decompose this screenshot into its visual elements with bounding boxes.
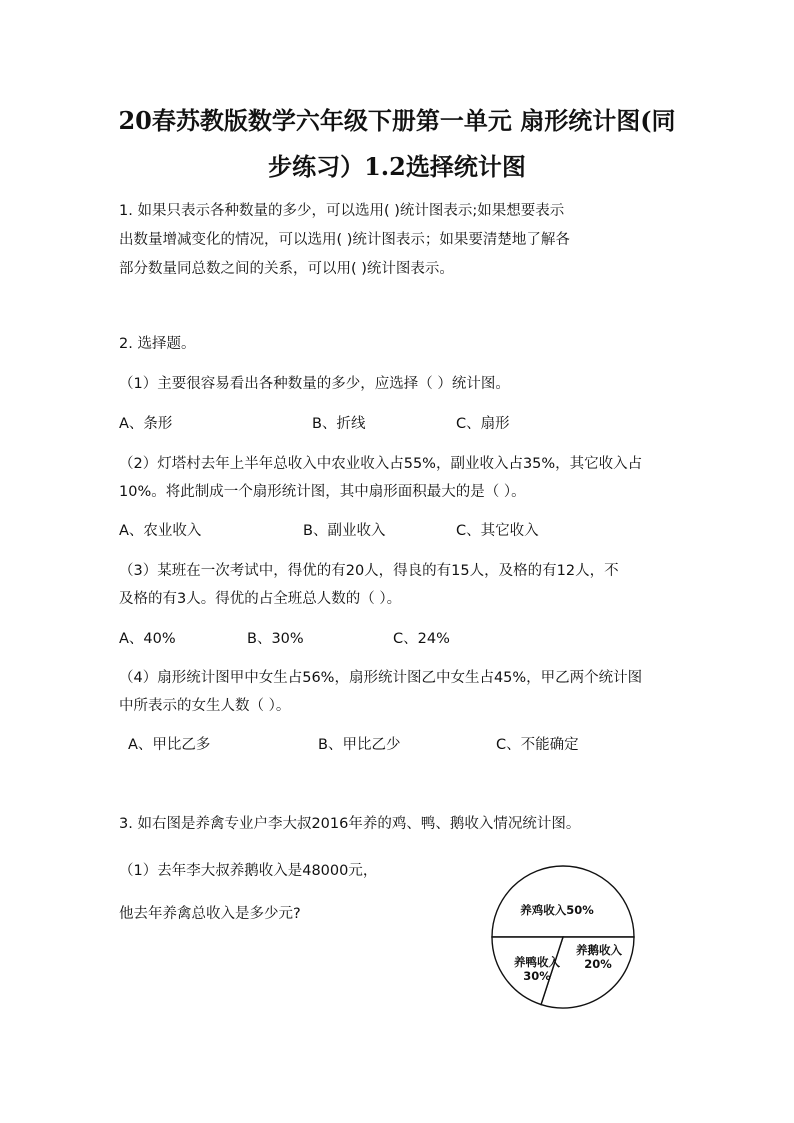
question-3-sub-2: 他去年养禽总收入是多少元?	[119, 906, 301, 922]
sub-question-1-option-c: C、扇形	[456, 416, 510, 432]
question-2-heading: 2. 选择题。	[119, 336, 196, 352]
sub-question-3-line-2: 及格的有3人。得优的占全班总人数的（ ）。	[119, 591, 402, 607]
sub-question-4-option-b: B、甲比乙少	[318, 737, 401, 753]
duck-income-percent: 30%	[523, 969, 551, 983]
sub-question-3-option-c: C、24%	[393, 631, 450, 647]
sub-question-1-option-a: A、条形	[119, 416, 173, 432]
question-1-line-2: 出数量增减变化的情况，可以选用( )统计图表示；如果要清楚地了解各	[119, 232, 570, 248]
question-3-stem: 3. 如右图是养禽专业户李大叔2016年养的鸡、鸭、鹅收入情况统计图。	[119, 816, 581, 832]
duck-income-label: 养鸭收入	[514, 955, 560, 969]
sub-question-1-option-b: B、折线	[312, 416, 366, 432]
income-pie-chart	[488, 862, 638, 1012]
sub-question-3-option-a: A、40%	[119, 631, 176, 647]
question-1-line-3: 部分数量同总数之间的关系，可以用( )统计图表示。	[119, 261, 454, 277]
sub-question-2-option-c: C、其它收入	[456, 523, 539, 539]
chicken-income-label: 养鸡收入50%	[520, 903, 594, 917]
sub-question-4-line-1: （4）扇形统计图甲中女生占56%，扇形统计图乙中女生占45%，甲乙两个统计图	[119, 670, 643, 686]
sub-question-4-option-c: C、不能确定	[496, 737, 579, 753]
sub-question-2-line-1: （2）灯塔村去年上半年总收入中农业收入占55%，副业收入占35%，其它收入占	[119, 456, 643, 472]
goose-income-label: 养鹅收入	[576, 943, 622, 957]
pie-slice-chicken	[492, 866, 634, 937]
sub-question-3-option-b: B、30%	[247, 631, 304, 647]
goose-income-percent: 20%	[584, 957, 612, 971]
sub-question-4-line-2: 中所表示的女生人数（ ）。	[119, 698, 291, 714]
sub-question-2-option-a: A、农业收入	[119, 523, 202, 539]
sub-question-4-option-a: A、甲比乙多	[128, 737, 211, 753]
question-3-sub-1: （1）去年李大叔养鹅收入是48000元，	[119, 863, 378, 879]
sub-question-2-line-2: 10%。将此制成一个扇形统计图，其中扇形面积最大的是（ ）。	[119, 484, 526, 500]
pie-slices	[492, 866, 634, 1008]
sub-question-3-line-1: （3）某班在一次考试中，得优的有20人，得良的有15人，及格的有12人，不	[119, 563, 619, 579]
title-line-2: 步练习）1.2选择统计图	[268, 152, 526, 181]
sub-question-2-option-b: B、副业收入	[303, 523, 386, 539]
title-line-1: 20春苏教版数学六年级下册第一单元 扇形统计图(同	[118, 106, 676, 135]
sub-question-1-stem: （1）主要很容易看出各种数量的多少，应选择（ ）统计图。	[119, 376, 510, 392]
question-1-line-1: 1. 如果只表示各种数量的多少，可以选用( )统计图表示;如果想要表示	[119, 203, 565, 219]
